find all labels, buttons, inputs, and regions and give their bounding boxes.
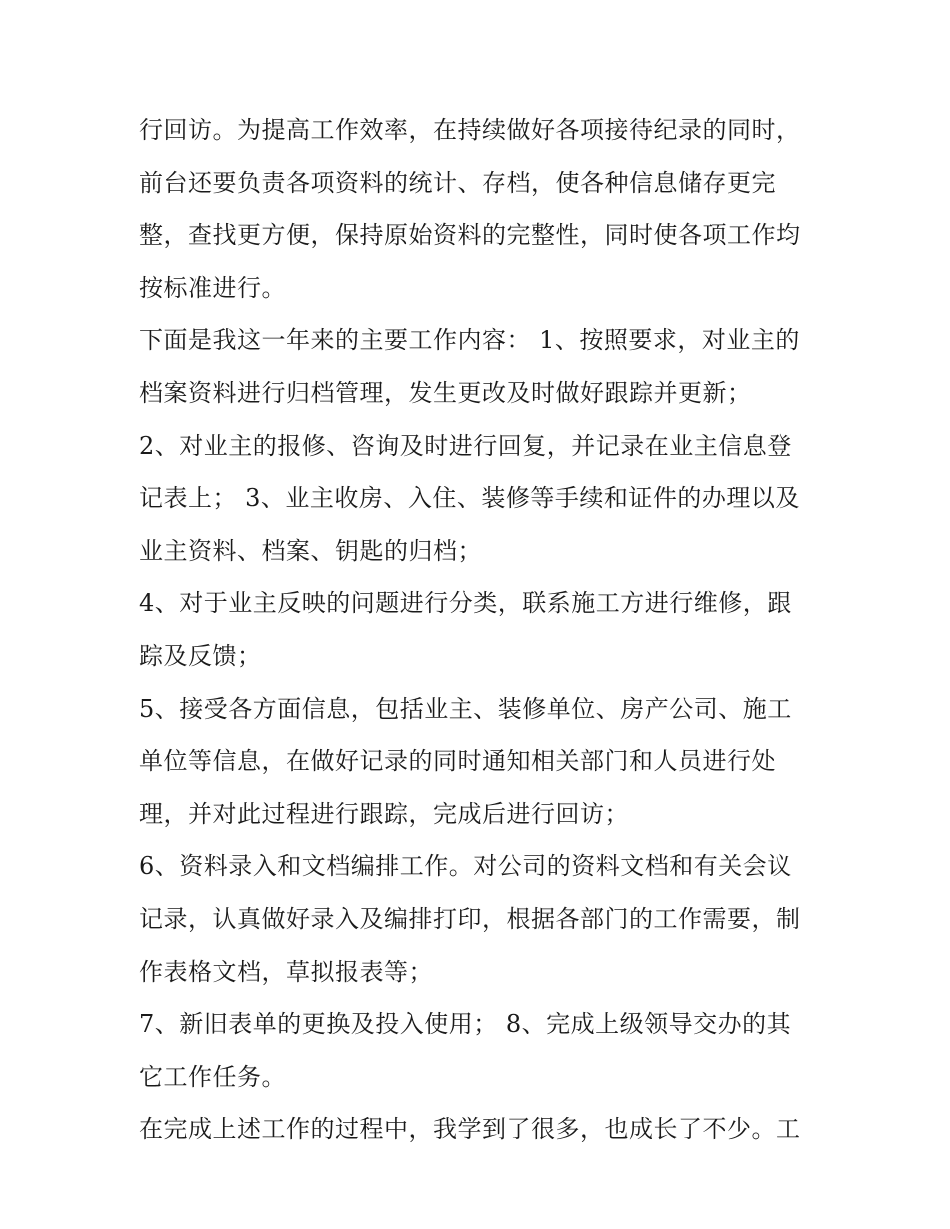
text-line: 记表上； 3、业主收房、入住、装修等手续和证件的办理以及 (139, 484, 800, 513)
text-line: 前台还要负责各项资料的统计、存档，使各种信息储存更完 (139, 168, 776, 197)
text-line: 6、资料录入和文档编排工作。对公司的资料文档和有关会议 (139, 852, 792, 881)
text-line: 2、对业主的报修、咨询及时进行回复，并记录在业主信息登 (139, 431, 792, 460)
text-line: 4、对于业主反映的问题进行分类，联系施工方进行维修，跟 (139, 589, 792, 618)
text-line: 单位等信息，在做好记录的同时通知相关部门和人员进行处 (139, 747, 776, 776)
text-line: 踪及反馈； (139, 641, 262, 670)
text-line: 行回访。为提高工作效率，在持续做好各项接待纪录的同时， (139, 116, 801, 144)
text-line: 它工作任务。 (139, 1062, 286, 1091)
text-line: 记录，认真做好录入及编排打印，根据各部门的工作需要，制 (139, 904, 801, 933)
text-line: 下面是我这一年来的主要工作内容： 1、按照要求，对业主的 (139, 326, 800, 355)
text-line: 在完成上述工作的过程中，我学到了很多，也成长了不少。工 (139, 1115, 801, 1144)
text-line: 作表格文档，草拟报表等； (139, 957, 433, 986)
document-body (139, 104, 819, 1156)
text-line: 理，并对此过程进行跟踪，完成后进行回访； (139, 799, 629, 828)
text-line: 整，查找更方便，保持原始资料的完整性，同时使各项工作均 (139, 221, 801, 250)
text-line: 业主资料、档案、钥匙的归档； (139, 536, 482, 565)
text-line: 按标准进行。 (139, 273, 286, 302)
text-line: 档案资料进行归档管理，发生更改及时做好跟踪并更新； (139, 378, 752, 407)
text-line: 7、新旧表单的更换及投入使用； 8、完成上级领导交办的其 (139, 1010, 792, 1039)
text-line: 5、接受各方面信息，包括业主、装修单位、房产公司、施工 (139, 694, 792, 723)
